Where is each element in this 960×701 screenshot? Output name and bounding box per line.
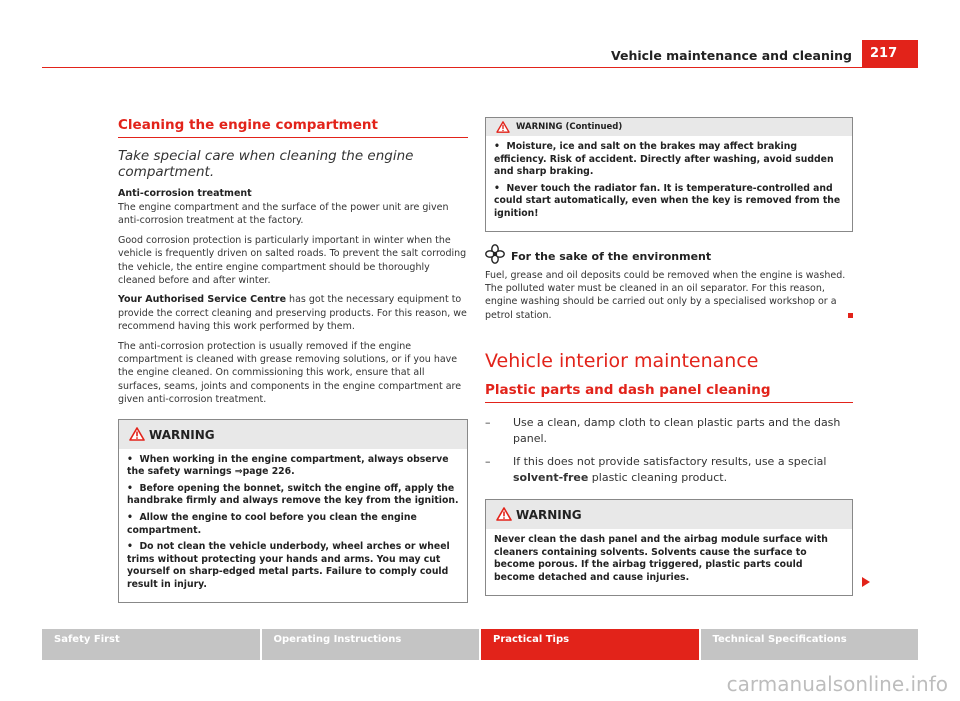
- page-number: 217: [862, 40, 918, 68]
- warning-box: [118, 419, 468, 603]
- warning-item: [494, 141, 844, 179]
- paragraph: Good corrosion protection is particularly important in winter when the vehicle is frequently driven on salted roads. To prevent the salt corroding the vehicle, the entire engine compartment should be thoroughly cleaned before and after winter.: [118, 234, 467, 287]
- right-column: [485, 117, 853, 596]
- end-of-section-marker: [848, 313, 853, 318]
- bullet: •: [494, 141, 500, 152]
- paragraph: [118, 293, 468, 333]
- continue-arrow-icon: [862, 572, 870, 591]
- environment-text: [485, 269, 853, 323]
- environment-title: For the sake of the environment: [511, 249, 712, 263]
- warning-triangle-icon: [496, 507, 512, 524]
- warning-body: [486, 529, 852, 594]
- bold-term: solvent-free: [513, 470, 589, 484]
- left-column: [118, 117, 468, 603]
- section-intro: Take special care when cleaning the engine compartment.: [118, 148, 414, 180]
- environment-heading: [485, 250, 853, 263]
- warning-item: [127, 512, 459, 537]
- section-title: Cleaning the engine compartment: [118, 117, 468, 138]
- environment-text-body: Fuel, grease and oil deposits could be removed when the engine is washed. The polluted water must be cleaned in an oil separator. For this reason, engine washing should be carried out only by a specialised workshop or a petrol station.: [485, 269, 846, 321]
- dash: –: [485, 455, 491, 469]
- warning-header: [486, 500, 852, 529]
- paragraph: The anti-corrosion protection is usually removed if the engine compartment is cleaned with grease removing solutions, or if you have the engine cleaned. On commissioning this work, ensure that all surfaces, seams, joints and components in the engine compartment are given anti-corrosion treatment.: [118, 340, 462, 406]
- footer-tabs: [42, 629, 918, 660]
- flower-icon: [485, 244, 505, 267]
- bullet: •: [127, 541, 133, 553]
- warning-title: WARNING (Continued): [516, 122, 623, 132]
- step-text: Use a clean, damp cloth to clean plastic parts and the dash panel.: [513, 416, 841, 445]
- warning-item-text: Before opening the bonnet, switch the engine off, apply the handbrake firmly and always remove the key from the ignition.: [127, 482, 459, 507]
- warning-item-text: Allow the engine to cool before you clean the engine compartment.: [127, 512, 417, 536]
- chapter-title: Vehicle interior maintenance: [485, 350, 759, 373]
- tab-operating-instructions[interactable]: Operating Instructions: [262, 629, 480, 660]
- warning-item: [127, 454, 459, 479]
- bold-term: Your Authorised Service Centre: [118, 294, 287, 306]
- tab-safety-first[interactable]: Safety First: [42, 629, 260, 660]
- warning-item-text: When working in the engine compartment, always observe the safety warnings ⇒page 226.: [127, 453, 449, 478]
- warning-triangle-icon: [129, 427, 145, 444]
- warning-triangle-icon: [496, 121, 510, 136]
- running-header: Vehicle maintenance and cleaning: [610, 48, 852, 63]
- warning-body: [486, 136, 852, 231]
- subheading: Anti-corrosion treatment: [118, 188, 252, 199]
- warning-text: Never clean the dash panel and the airbag module surface with cleaners containing solvents. Solvents cause the surface to become porous. If the airbag triggered, plastic parts could become detached and cause injuries.: [494, 534, 828, 583]
- paragraph: The engine compartment and the surface of the power unit are given anti-corrosion treatment at the factory.: [118, 202, 449, 227]
- warning-item-text: Do not clean the vehicle underbody, wheel arches or wheel trims without protecting your hands and arms. You may cut yourself on sharp-edged metal parts. Failure to comply could result in injury.: [127, 541, 450, 591]
- bullet: •: [127, 482, 133, 494]
- warning-title: WARNING: [516, 508, 582, 523]
- step-text: plastic cleaning product.: [588, 470, 728, 484]
- warning-item: [127, 483, 459, 508]
- bullet: •: [127, 512, 133, 524]
- paragraph-text: has got the necessary equipment to provide the correct cleaning and preserving products. For this reason, we recommend having this work performed by them.: [118, 294, 467, 333]
- warning-item-text: Moisture, ice and salt on the brakes may affect braking efficiency. Risk of accident. Directly after washing, avoid sudden and sharp braking.: [494, 141, 834, 178]
- bullet: •: [127, 453, 133, 465]
- warning-item: [494, 183, 844, 221]
- tab-practical-tips[interactable]: Practical Tips: [481, 629, 699, 660]
- warning-header: [486, 118, 852, 136]
- section-title: Plastic parts and dash panel cleaning: [485, 382, 853, 403]
- step-text: If this does not provide satisfactory results, use a special: [513, 455, 827, 469]
- step-item: [485, 454, 853, 485]
- tab-technical-specifications[interactable]: Technical Specifications: [701, 629, 919, 660]
- header-rule: [42, 67, 862, 68]
- warning-item-text: Never touch the radiator fan. It is temperature-controlled and could start automatically, even when the key is removed from the ignition!: [494, 182, 841, 219]
- bullet: •: [494, 182, 500, 194]
- warning-body: [119, 449, 467, 602]
- dash: –: [485, 416, 491, 430]
- warning-continued-box: [485, 117, 853, 232]
- warning-box: [485, 499, 853, 595]
- step-item: [485, 415, 853, 446]
- watermark: carmanualsonline.info: [726, 672, 948, 696]
- warning-title: WARNING: [149, 427, 215, 442]
- warning-header: [119, 420, 467, 449]
- warning-item: [127, 541, 459, 591]
